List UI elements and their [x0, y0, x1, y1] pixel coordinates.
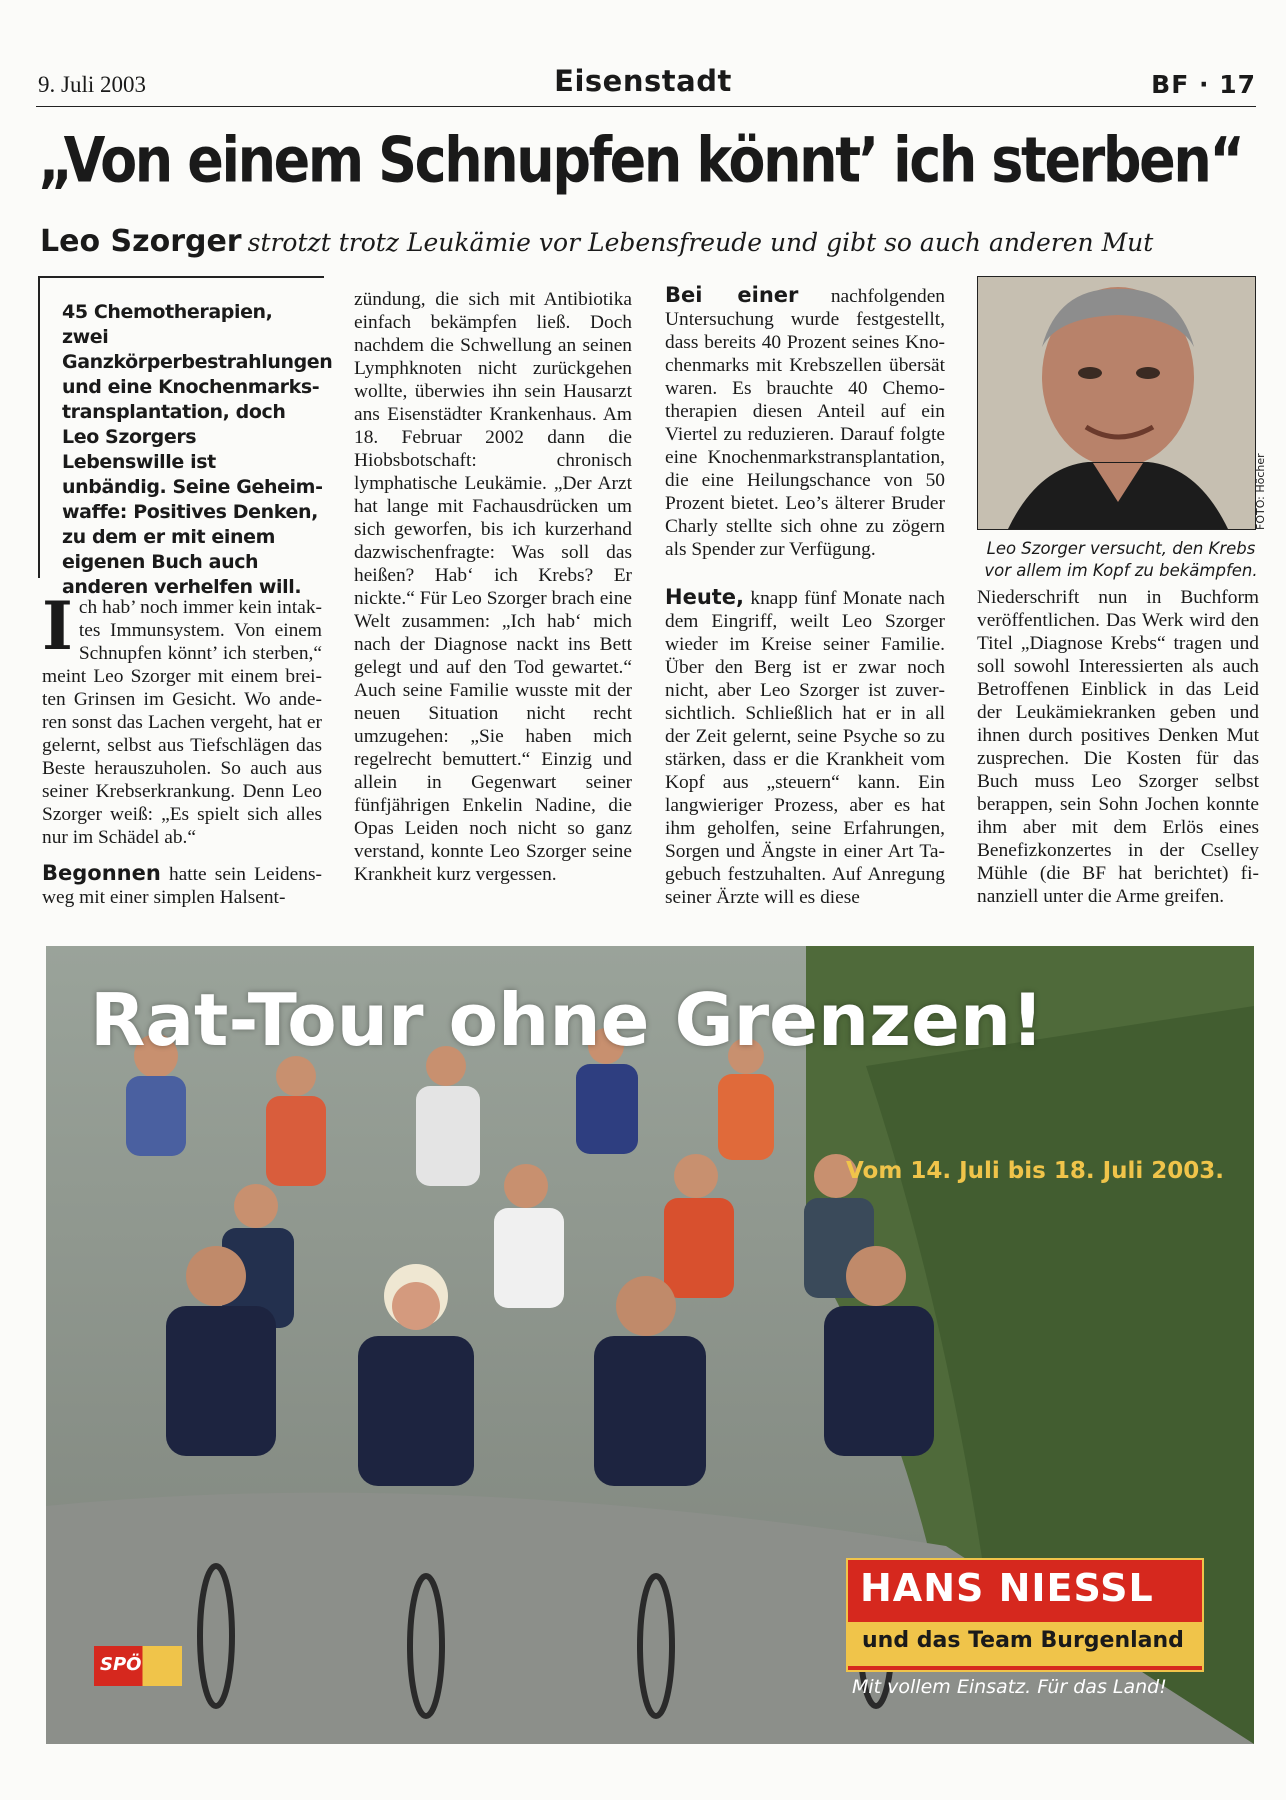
paragraph-begonnen: hatte sein Leidensweg mit einer simplen Halsent-: [42, 864, 322, 908]
column-3-bottom: [665, 586, 945, 909]
photo-credit: FOTO: Höcher: [1254, 453, 1267, 530]
kicker-bei-einer: Bei einer: [665, 283, 799, 307]
paragraph-treatment: nachfolgenden Untersuchung wurde festgestellt, dass bereits 40 Prozent seines Knochenmarks mit Krebszellen übersät waren. Es brauchte 40 Chemotherapien diesen Anteil auf ein Viertel zu reduzieren. Darauf folgte eine Knochenmarkstransplantation, die eine Heilungschance von 50 Prozent bietet. Leo’s älterer Bruder Charly stellte sich ohne zu zögern als Spender zur Verfügung.: [665, 286, 945, 560]
paragraph-today: knapp fünf Monate nach dem Eingriff, weilt Leo Szorger wieder im Kreise seiner Familie. Über den Berg ist er zwar noch nicht, aber Leo Szorger ist zuversichtlich. Schließlich hat er in all der Zeit gelernt, seine Psyche so zu stärken, dass er die Krankheit vom Kopf aus „steuern“ kann. Ein langwieriger Prozess, aber es hat ihm geholfen, seine Erfahrungen, Sorgen und Ängste in einer Art Tagebuch festzuhalten. Auf Anregung seiner Ärzte will es diese: [665, 588, 945, 908]
subheadline-text: strotzt trotz Leukämie vor Lebensfreude und gibt so auch anderen Mut: [247, 228, 1154, 257]
logo-name: HANS NIESSL: [860, 1566, 1154, 1610]
paragraph-intro: ch hab’ noch immer kein intaktes Immunsystem. Von einem Schnupfen könnt’ ich sterben,“ meint Leo Szorger mit einem breiten Grinsen im Gesicht. Wo anderen sonst das Lachen vergeht, hat er gelernt, selbst aus Tiefschlägen das Beste herauszuholen. So auch aus seiner Krebserkrankung. Denn Leo Szorger weiß: „Es spielt sich alles nur im Schädel ab.“: [42, 597, 322, 848]
portrait-photo: [977, 276, 1256, 530]
header-rule: [36, 106, 1256, 107]
section-title: Eisenstadt: [554, 64, 732, 98]
photo-caption: Leo Szorger versucht, den Krebs vor allem im Kopf zu bekämpfen.: [984, 539, 1258, 580]
column-3: [665, 284, 945, 561]
issue-date: 9. Juli 2003: [38, 72, 146, 97]
ad-slogan: Mit vollem Einsatz. Für das Land!: [852, 1676, 1167, 1698]
page-number: BF · 17: [1151, 70, 1256, 99]
drop-cap: I: [42, 587, 73, 665]
subheadline-name: Leo Szorger: [40, 224, 242, 259]
ad-title: Rat-Tour ohne Grenzen!: [90, 978, 1044, 1062]
subheadline: [40, 224, 1270, 259]
column-2: [354, 288, 632, 886]
column-4: [977, 586, 1259, 908]
paragraph-book: Niederschrift nun in Buchform veröffentlichen. Das Werk wird den Titel „Diagnose Krebs“ tragen und soll sowohl Interessierten als auch Betroffenen Einblick in das Leid der Leukämiekranken geben und ihnen durch positives Denken Mut zusprechen. Die Kosten für das Buch muss Leo Szorger selbst berappen, sein Sohn Jochen konnte ihm aber mit dem Erlös eines Benefizkonzertes in der Cselley Mühle (die BF hat berichtet) finanziell unter die Arme greifen.: [977, 587, 1259, 907]
kicker-heute: Heute,: [665, 585, 745, 609]
lead-text: 45 Chemotherapien, zwei Ganzkörperbestrahlungen und eine Knochenmarkstransplantation, doch Leo Szorgers Lebenswille ist unbändig. Seine Geheimwaffe: Positives Denken, zu dem er mit einem eigenen Buch auch anderen verhelfen will.: [62, 301, 333, 598]
ad-dates: Vom 14. Juli bis 18. Juli 2003.: [846, 1158, 1225, 1184]
lead-box: [38, 276, 333, 598]
kicker-begonnen: Begonnen: [42, 861, 161, 885]
logo-team-band: [848, 1622, 1202, 1666]
campaign-logo: [846, 1558, 1204, 1672]
paragraph-diagnosis: zündung, die sich mit Antibiotika einfach bekämpfen ließ. Doch nachdem die Schwellung an seinen Lymphknoten nicht zurückgehen wollte, überwies ihn sein Hausarzt ans Eisenstädter Krankenhaus. Am 18. Februar 2002 dann die Hiobsbotschaft: chronisch lymphatische Leukämie. „Der Arzt hat lange mit Fachausdrücken um sich geworfen, bis ich kurzerhand dazwischenfragte: Was soll das heißen? Hab‘ ich Krebs? Er nickte.“ Für Leo Szorger brach eine Welt zusammen: „Ich hab‘ mich nach der Diagnose nackt ins Bett gelegt und auf den Tod gewartet.“ Auch seine Familie wusste mit der neuen Situation nicht recht umzugehen: „Sie haben mich regelrecht bemuttert.“ Einzig und allein in Gegenwart seiner fünfjährigen Enkelin Nadine, die Opas Leiden noch nicht so ganz verstand, konnte Leo Szorger seine Krankheit kurz vergessen.: [354, 289, 632, 885]
column-1: [42, 587, 322, 849]
campaign-ad: [46, 946, 1254, 1744]
party-logo: [94, 1646, 182, 1686]
party-label: SPÖ: [100, 1654, 142, 1675]
portrait-illustration: [978, 277, 1255, 529]
column-1-bottom: [42, 862, 322, 909]
logo-team: und das Team Burgenland: [862, 1628, 1184, 1653]
headline: „Von einem Schnupfen könnt’ ich sterben“: [38, 124, 1243, 197]
